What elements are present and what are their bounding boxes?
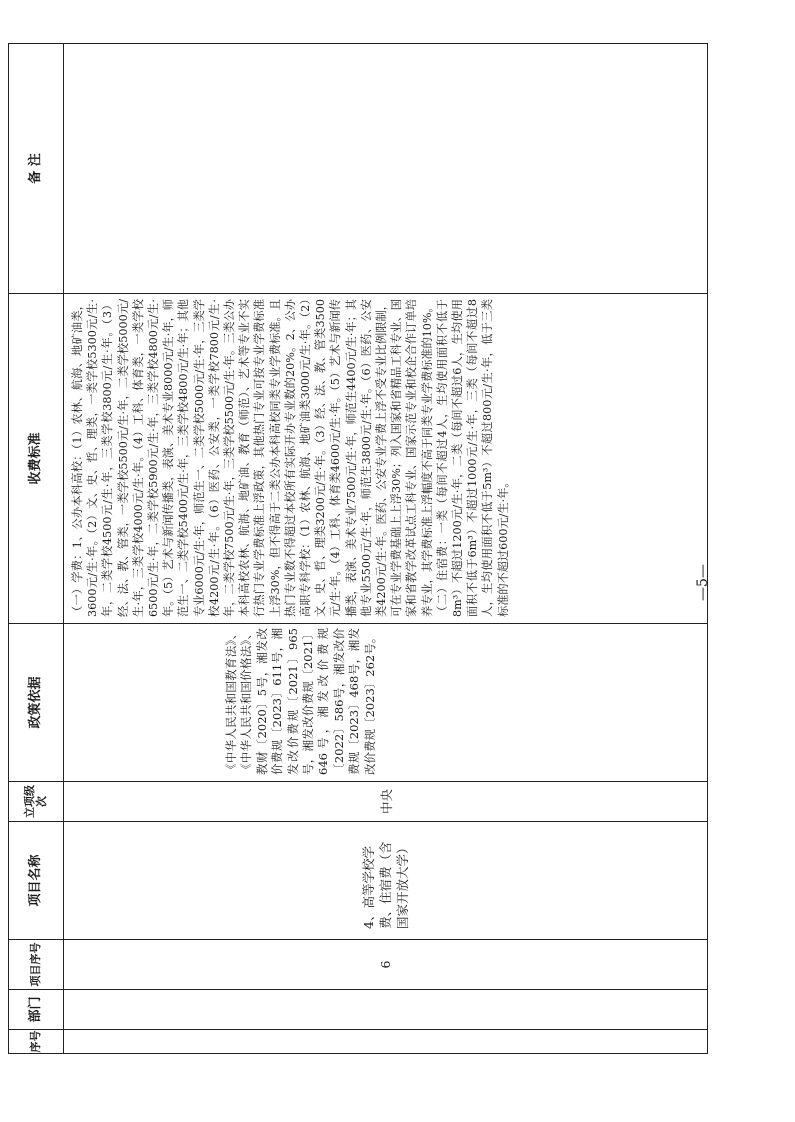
cell-level: 中央: [64, 782, 708, 822]
header-name: 项目名称: [9, 822, 64, 940]
header-level: 立项级次: [9, 782, 64, 822]
cell-fee: [64, 294, 708, 624]
cell-note: [64, 44, 708, 294]
fee-housing-text: （二）住宿费：一类（每间不超过4人，生均使用面积不低于8m³）不超过1200元/生·年，二类（每间不超过6人，生均使用面积不低于6m³）不超过1000元/生·年，三类（每间不超过8人，生均使用面积不低于5m³）不超过800元/生·年，低于三类标准的不超过600元/生·年。: [435, 299, 510, 617]
table-row: [64, 44, 708, 1054]
cell-seq: [64, 1030, 708, 1054]
table-header-row: [9, 44, 64, 1054]
header-note: 备 注: [9, 44, 64, 294]
page-number: —5—: [695, 564, 711, 601]
cell-basis: 《中华人民共和国教育法》、《中华人民共和国价格法》、教财〔2020〕5号，湘发改价费规〔2023〕611号，湘发改价费规〔2021〕965号，湘发改价费规〔2021〕646号，湘发改价费规〔2022〕586号，湘发改价费规〔2023〕468号，湘发改价费规〔2023〕262号。: [64, 624, 708, 782]
cell-item-seq: 6: [64, 940, 708, 990]
cell-name: 4、高等学校学费、住宿费（含国家开放大学）: [64, 822, 708, 940]
fee-tuition-text: （一）学费：1、公办本科高校：（1）农林、航海、地矿油类，3600元/生·年。（2）文、史、哲、理类，一类学校5300元/生·年，二类学校4500元/生·年，三类学校3800元/生·年。（3）经、法、教、管类，一类学校5500元/生·年，二类学校5000元/生·年，三类学校4000元/生·年。（4）工科、体育类，一类学校6500元/生·年，二类学校5900元/生·年，三类学校4800元/生·年。（5）艺术与新闻传播类，表演、美术专业8000元/生·年，师范生一、二类学校5400元/生·年，三类学校4800元/生·年；其他专业6000元/生·年，师范生一、二类学校5000元/生·年，三类学校4200元/生·年。（6）医药、公安类，一类学校7800元/生·年，二类学校7500元/生·年，三类学校5500元/生·年。三类公办本科高校农林、航海、地矿油、教育（师范）、艺术等专业不实行热门专业学费标准上浮政策，其他热门专业可按专业学费标准上浮30%，但不得高于二类公办本科高校同类专业学费标准。且热门专业数不得超过本校所有实际开办专业数的20%。2、公办高职专科学校：（1）农林、航海、地矿油类3000元/生·年。（2）文、史、哲、理类3200元/生·年。（3）经、法、教、管类3500元/生·年。（4）工科、体育类4600元/生·年。（5）艺术与新闻传播类，表演、美术专业7500元/生·年，师范生4400元/生·年；其他专业5500元/生·年，师范生3800元/生·年。（6）医药、公安类4200元/生·年。医药、公安专业学费上浮不受专业比例限制，可在专业学费基础上上浮30%；列入国家和省精品工科专业、国家和省教学改革试点工科专业、国家示范专业和校企合作订单培养专业，其学费标准上浮幅度不高于同类专业学费标准的10%。: [71, 299, 434, 617]
header-seq: 序号: [9, 1030, 64, 1054]
fee-standard-table: [8, 43, 708, 1054]
header-item-seq: 项目序号: [9, 940, 64, 990]
header-fee: 收费标准: [9, 294, 64, 624]
rotated-page: [8, 44, 708, 1054]
header-basis: 政策依据: [9, 624, 64, 782]
cell-dept: [64, 990, 708, 1030]
header-dept: 部门: [9, 990, 64, 1030]
